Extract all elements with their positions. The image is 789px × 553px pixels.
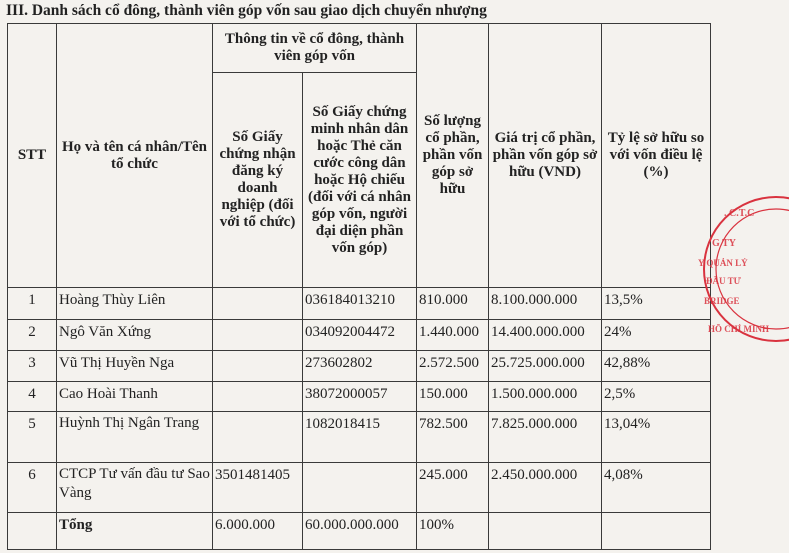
row-name: Vũ Thị Huyền Nga — [57, 351, 213, 382]
row-stt: 4 — [8, 382, 57, 412]
total-value: 60.000.000.000 — [303, 513, 417, 550]
row-name: CTCP Tư vấn đầu tư Sao Vàng — [57, 463, 213, 513]
table-row — [8, 320, 711, 351]
row-business-reg — [213, 351, 303, 382]
row-business-reg — [213, 382, 303, 412]
row-ratio: 42,88% — [602, 351, 711, 382]
row-business-reg — [213, 412, 303, 463]
row-stt: 5 — [8, 412, 57, 463]
row-name: Hoàng Thùy Liên — [57, 288, 213, 320]
total-ratio: 100% — [417, 513, 489, 550]
table-row — [8, 463, 711, 513]
seal-rings — [704, 197, 789, 341]
row-ratio: 2,5% — [602, 382, 711, 412]
row-name: Huỳnh Thị Ngân Trang — [57, 412, 213, 463]
row-ratio: 13,04% — [602, 412, 711, 463]
row-value: 1.500.000.000 — [489, 382, 602, 412]
row-value: 25.725.000.000 — [489, 351, 602, 382]
table-row — [8, 382, 711, 412]
row-quantity: 150.000 — [417, 382, 489, 412]
total-quantity: 6.000.000 — [213, 513, 303, 550]
seal-line-1: . C.T.C — [724, 208, 755, 219]
row-value: 8.100.000.000 — [489, 288, 602, 320]
row-id-number: 38072000057 — [303, 382, 417, 412]
total-empty — [602, 513, 711, 550]
row-quantity: 245.000 — [417, 463, 489, 513]
row-business-reg — [213, 288, 303, 320]
header-name: Họ và tên cá nhân/Tên tổ chức — [57, 24, 213, 288]
row-id-number: 034092004472 — [303, 320, 417, 351]
seal-line-3: Y QUẢN LÝ — [698, 258, 748, 268]
total-label: Tổng — [57, 513, 213, 550]
total-row — [8, 513, 711, 550]
row-value: 7.825.000.000 — [489, 412, 602, 463]
table-row — [8, 412, 711, 463]
seal-line-5: BRIDGE — [704, 296, 740, 306]
row-stt: 2 — [8, 320, 57, 351]
row-name: Ngô Văn Xứng — [57, 320, 213, 351]
header-id-number: Số Giấy chứng minh nhân dân hoặc Thẻ căn cước công dân hoặc Hộ chiếu (đối với cá nhân góp vốn, người đại diện phần vốn góp) — [303, 73, 417, 288]
row-value: 14.400.000.000 — [489, 320, 602, 351]
row-quantity: 2.572.500 — [417, 351, 489, 382]
total-stt — [8, 513, 57, 550]
row-stt: 3 — [8, 351, 57, 382]
seal-line-4: ĐẦU TƯ — [706, 276, 741, 286]
seal-line-2: G TY — [712, 238, 736, 249]
table-row — [8, 351, 711, 382]
header-business-reg: Số Giấy chứng nhận đăng ký doanh nghiệp (đối với tổ chức) — [213, 73, 303, 288]
row-business-reg: 3501481405 — [213, 463, 303, 513]
row-stt: 6 — [8, 463, 57, 513]
row-ratio: 4,08% — [602, 463, 711, 513]
row-ratio: 13,5% — [602, 288, 711, 320]
header-quantity: Số lượng cổ phần, phần vốn góp sở hữu — [417, 24, 489, 288]
header-value: Giá trị cổ phần, phần vốn góp sở hữu (VND) — [489, 24, 602, 288]
table-row — [8, 288, 711, 320]
row-name: Cao Hoài Thanh — [57, 382, 213, 412]
section-title: III. Danh sách cổ đông, thành viên góp vốn sau giao dịch chuyển nhượng — [6, 2, 487, 19]
row-id-number — [303, 463, 417, 513]
header-ratio: Tỷ lệ sở hữu so với vốn điều lệ (%) — [602, 24, 711, 288]
row-id-number: 036184013210 — [303, 288, 417, 320]
shareholder-table — [7, 23, 711, 550]
row-quantity: 810.000 — [417, 288, 489, 320]
row-ratio: 24% — [602, 320, 711, 351]
row-id-number: 1082018415 — [303, 412, 417, 463]
row-value: 2.450.000.000 — [489, 463, 602, 513]
header-stt: STT — [8, 24, 57, 288]
row-quantity: 1.440.000 — [417, 320, 489, 351]
total-empty — [489, 513, 602, 550]
seal-line-6: HỒ CHÍ MINH — [708, 324, 770, 334]
row-quantity: 782.500 — [417, 412, 489, 463]
header-shareholder-info: Thông tin về cổ đông, thành viên góp vốn — [213, 24, 417, 73]
row-stt: 1 — [8, 288, 57, 320]
row-id-number: 273602802 — [303, 351, 417, 382]
row-business-reg — [213, 320, 303, 351]
